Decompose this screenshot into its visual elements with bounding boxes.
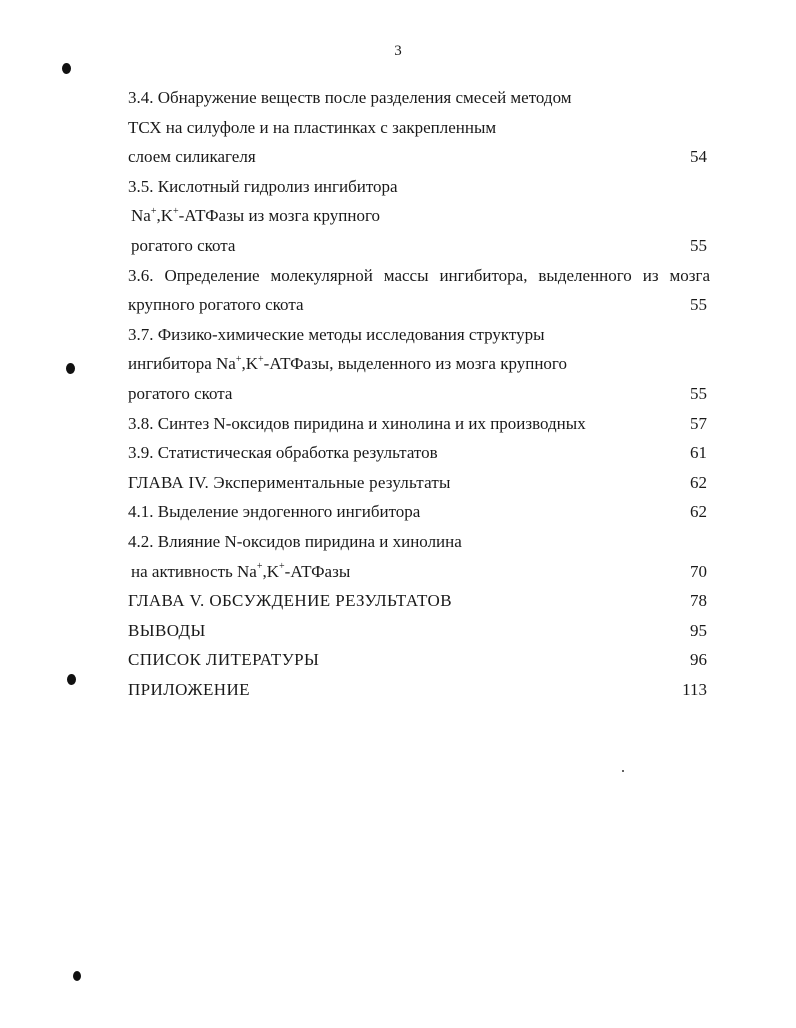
toc-entry-formula-text: ингибитора Na+,K+-АТФазы, выделенного из мозга крупного	[128, 353, 567, 374]
toc-entry-text: рогатого скота	[128, 383, 233, 403]
page-number: 3	[394, 43, 402, 59]
toc-page-number: 61	[690, 443, 707, 463]
binder-hole-mark	[67, 674, 76, 685]
toc-entry-3-6-title[interactable]: 3.6. Определение молекулярной массы ингибитора, выделенного из мозга	[128, 265, 710, 285]
toc-entry-formula-text: на активность Na+,K+-АТФазы	[131, 560, 351, 581]
toc-line	[0, 177, 796, 207]
toc-line	[0, 532, 796, 562]
toc-entry-text: ТСХ на силуфоле и на пластинках с закрепленным	[128, 117, 497, 137]
toc-line	[0, 502, 796, 532]
binder-hole-mark	[73, 971, 81, 981]
toc-entry-3-8-title[interactable]: 3.8. Синтез N-оксидов пиридина и хинолина и их производных	[128, 413, 586, 433]
toc-page-number: 113	[682, 679, 707, 699]
toc-appendix-title[interactable]: ПРИЛОЖЕНИЕ	[128, 679, 250, 699]
toc-line	[0, 295, 796, 325]
toc-entry-4-2-title[interactable]: 4.2. Влияние N-оксидов пиридина и хинолина	[128, 531, 462, 551]
toc-line	[0, 236, 796, 266]
toc-page-number: 55	[690, 383, 707, 403]
toc-entry-text: рогатого скота	[131, 235, 236, 255]
toc-entry-3-4-title[interactable]: 3.4. Обнаружение веществ после разделения смесей методом	[128, 88, 572, 107]
toc-line	[0, 443, 796, 473]
toc-page-number: 54	[690, 147, 707, 167]
toc-page-number: 55	[690, 295, 707, 315]
toc-line	[0, 147, 796, 177]
toc-line	[0, 621, 796, 651]
toc-page-number: 62	[690, 472, 707, 492]
toc-entry-4-1-title[interactable]: 4.1. Выделение эндогенного ингибитора	[128, 502, 421, 522]
toc-entry-3-5-title[interactable]: 3.5. Кислотный гидролиз ингибитора	[128, 176, 398, 196]
toc-chapter-4-title[interactable]: ГЛАВА IV. Экспериментальные результаты	[128, 472, 451, 492]
binder-hole-mark	[66, 363, 75, 374]
scan-speck	[622, 770, 624, 772]
toc-line	[0, 325, 796, 355]
toc-page-number: 62	[690, 502, 707, 522]
toc-line	[0, 206, 796, 236]
toc-line	[0, 88, 796, 118]
toc-line	[0, 591, 796, 621]
toc-line	[0, 414, 796, 444]
toc-page-number: 95	[690, 620, 707, 640]
toc-line	[0, 680, 796, 710]
toc-page-number: 96	[690, 650, 707, 670]
toc-entry-3-9-title[interactable]: 3.9. Статистическая обработка результатов	[128, 443, 438, 463]
toc-entry-text: слоем силикагеля	[128, 147, 256, 167]
toc-page-number: 78	[690, 591, 707, 611]
toc-entry-formula-text: Na+,K+-АТФазы из мозга крупного	[131, 205, 381, 226]
toc-chapter-5-title[interactable]: ГЛАВА V. ОБСУЖДЕНИЕ РЕЗУЛЬТАТОВ	[128, 591, 452, 611]
toc-entry-text: крупного рогатого скота	[128, 295, 304, 315]
binder-hole-mark	[62, 63, 71, 74]
toc-page-number: 55	[690, 235, 707, 255]
toc-line	[0, 562, 796, 592]
toc-page-number: 70	[690, 561, 707, 581]
toc-line	[0, 354, 796, 384]
toc-references-title[interactable]: СПИСОК ЛИТЕРАТУРЫ	[128, 650, 320, 670]
toc-conclusions-title[interactable]: ВЫВОДЫ	[128, 620, 206, 640]
toc-line	[0, 650, 796, 680]
toc-entry-3-7-title[interactable]: 3.7. Физико-химические методы исследования структуры	[128, 324, 545, 344]
toc-line	[0, 118, 796, 148]
toc-line	[0, 384, 796, 414]
toc-line	[0, 473, 796, 503]
toc-page-number: 57	[690, 413, 707, 433]
table-of-contents	[0, 88, 796, 709]
toc-line	[0, 266, 796, 296]
